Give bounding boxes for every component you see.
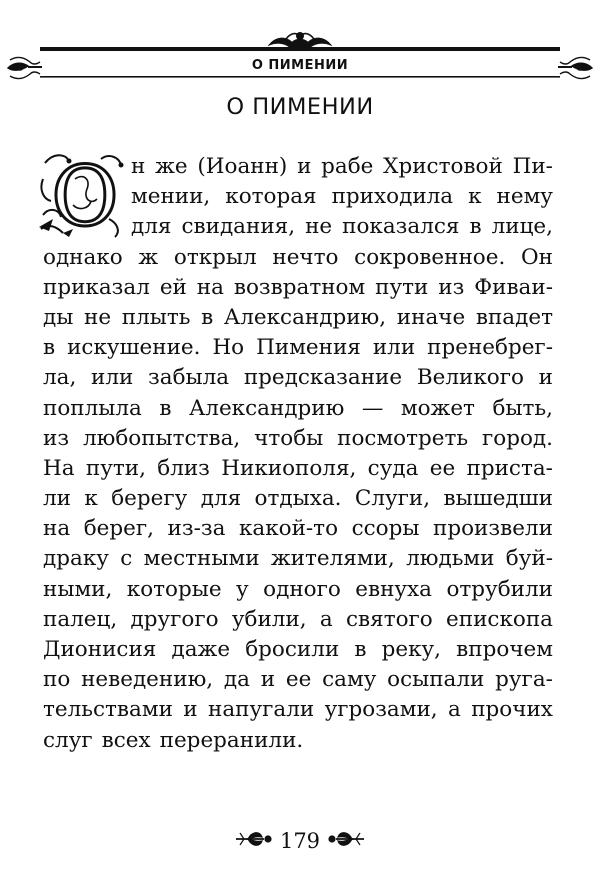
word: ла,: [43, 365, 77, 391]
text-line: [43, 726, 553, 756]
word: в: [354, 637, 367, 662]
word: по: [43, 667, 71, 693]
word: другого: [130, 606, 219, 632]
text-line: [43, 605, 553, 635]
word: город.: [482, 425, 553, 451]
word: с: [120, 546, 133, 572]
word: впадет: [475, 304, 553, 330]
word: Александрию,: [223, 304, 387, 330]
word: буй-: [505, 546, 553, 572]
word: однако: [43, 244, 123, 270]
word: свидания,: [181, 214, 296, 240]
word: рабе: [321, 154, 374, 179]
word: да: [223, 667, 250, 693]
word: и: [297, 154, 312, 179]
word: Никиополя,: [221, 455, 357, 481]
word: Фиваи-: [474, 274, 553, 300]
text-line: [43, 333, 553, 363]
text-line: [43, 243, 553, 273]
word: прочих: [471, 697, 553, 723]
word: ды: [43, 304, 74, 330]
word: у: [236, 576, 249, 602]
word: епископа: [446, 606, 553, 632]
text-line: [43, 514, 553, 544]
text-line: [43, 695, 553, 725]
word: тельствами: [43, 697, 173, 723]
word: святого: [345, 606, 433, 632]
word: показался: [342, 214, 460, 240]
word: —: [361, 395, 384, 421]
word: переранили.: [159, 727, 304, 753]
text-line: [43, 635, 553, 665]
word: Дионисия: [43, 637, 157, 662]
word: саму: [322, 667, 377, 693]
word: близ: [157, 455, 210, 481]
word: пути: [375, 274, 429, 300]
word: ными,: [43, 576, 113, 602]
word: Великого: [416, 365, 524, 391]
word: или: [372, 335, 416, 361]
word: палец,: [43, 606, 118, 632]
word: открыл: [173, 244, 257, 270]
word: к: [468, 184, 482, 210]
word: и: [260, 667, 276, 693]
word: ее: [429, 455, 456, 481]
word: слуг: [43, 727, 93, 753]
right-fleuron-icon: [326, 828, 366, 850]
word: убили,: [231, 606, 307, 632]
word: пути,: [85, 455, 146, 481]
word: ее: [285, 667, 312, 693]
word: неведению,: [81, 667, 214, 693]
word: Пи-: [512, 154, 553, 179]
word: которые: [126, 576, 222, 602]
word: нему: [496, 184, 553, 210]
word: лице,: [491, 214, 553, 240]
word: из: [43, 425, 70, 451]
word: может: [400, 395, 475, 421]
word: не: [305, 214, 333, 240]
word: иначе: [396, 304, 466, 330]
word: руга-: [495, 667, 553, 693]
word: реку,: [381, 637, 442, 662]
word: жителями,: [270, 546, 395, 572]
header-ornament-icon: [0, 0, 600, 90]
word: местными: [143, 546, 260, 572]
word: ж: [138, 244, 159, 270]
drop-cap-ornament-icon: [39, 149, 127, 239]
text-line: [43, 575, 553, 605]
word: из-за: [167, 516, 226, 542]
word: всех: [101, 727, 151, 753]
word: (Иоанн): [197, 154, 288, 179]
word: не: [84, 304, 112, 330]
word: же: [155, 154, 188, 179]
word: Пимения: [256, 335, 361, 361]
word: Александрию: [189, 395, 345, 421]
text-line: [43, 303, 553, 333]
running-header: [0, 0, 600, 90]
word: к: [84, 486, 98, 512]
text-line: [43, 454, 553, 484]
word: вышедши: [443, 486, 553, 512]
word: и: [538, 365, 553, 391]
text-line: [43, 394, 553, 424]
text-line: [43, 273, 553, 303]
body-paragraph: [43, 152, 553, 756]
word: из: [438, 274, 465, 300]
word: ей: [159, 274, 187, 300]
word: которая: [225, 184, 317, 210]
word: возвратном: [233, 274, 366, 300]
word: н: [131, 154, 146, 179]
word: ссоры: [351, 516, 420, 542]
text-line: [43, 424, 553, 454]
word: поплыла: [43, 395, 142, 421]
chapter-title: О ПИМЕНИИ: [226, 94, 374, 120]
word: а: [448, 697, 461, 723]
word: быть,: [492, 395, 553, 421]
word: сокровенное.: [354, 244, 506, 270]
word: одного: [263, 576, 341, 602]
word: даже: [171, 637, 231, 662]
word: приста-: [466, 455, 553, 481]
word: Слуги,: [354, 486, 431, 512]
word: Он: [520, 244, 553, 270]
page-number: 179: [279, 829, 321, 853]
word: на: [196, 274, 224, 300]
word: напугали: [208, 697, 315, 723]
running-head-title: О ПИМЕНИИ: [251, 58, 349, 73]
word: На: [43, 455, 75, 481]
word: а: [319, 606, 333, 632]
word: мении,: [131, 184, 211, 210]
word: посмотреть: [337, 425, 469, 451]
text-line: [43, 484, 553, 514]
word: берег,: [83, 516, 154, 542]
word: впрочем: [456, 637, 553, 662]
text-line: [43, 363, 553, 393]
page-footer: [0, 820, 600, 860]
word: в: [43, 335, 56, 361]
word: пренебрег-: [427, 335, 553, 361]
word: приходила: [331, 184, 454, 210]
word: какой-то: [238, 516, 339, 542]
text-line: [43, 665, 553, 695]
word: плыть: [121, 304, 191, 330]
word: в: [469, 214, 482, 240]
word: осыпали: [387, 667, 485, 693]
word: суда: [367, 455, 419, 481]
word: приказал: [43, 274, 150, 300]
word: и: [183, 697, 198, 723]
word: людьми: [406, 546, 495, 572]
word: ли: [43, 486, 71, 512]
word: для: [131, 214, 172, 240]
word: нечто: [272, 244, 339, 270]
word: забыла: [148, 365, 230, 391]
word: чтобы: [254, 425, 324, 451]
word: драку: [43, 546, 109, 572]
word: в: [159, 395, 172, 421]
drop-cap-letter: О: [51, 150, 119, 239]
word: или: [91, 365, 134, 391]
word: бросили: [245, 637, 340, 662]
word: евнуха: [355, 576, 433, 602]
word: в: [201, 304, 214, 330]
word: искушение.: [67, 335, 201, 361]
word: произвели: [433, 516, 553, 542]
word: для: [200, 486, 242, 512]
text-line: [43, 544, 553, 574]
word: Но: [212, 335, 245, 361]
word: угрозами,: [324, 697, 438, 723]
word: отдыха.: [254, 486, 342, 512]
word: на: [43, 516, 71, 542]
word: предсказание: [243, 365, 403, 391]
word: Христовой: [383, 154, 503, 179]
word: отрубили: [446, 576, 553, 602]
word: берегу: [111, 486, 188, 512]
word: любопытства,: [82, 425, 241, 451]
